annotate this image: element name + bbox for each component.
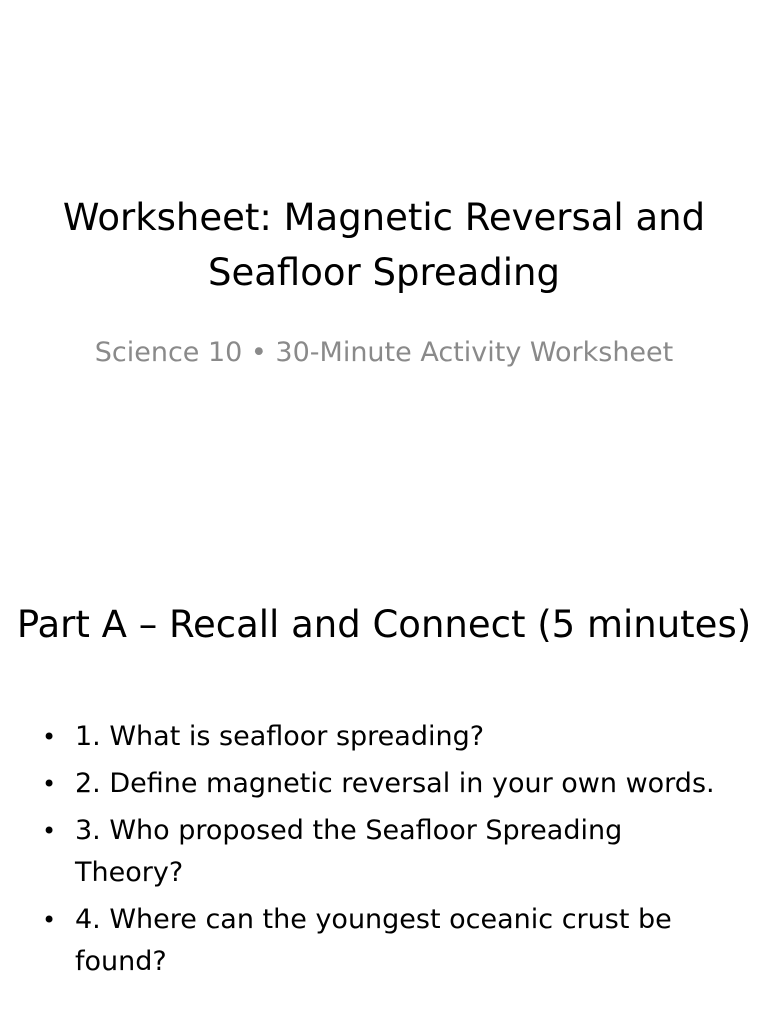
list-item <box>42 899 732 983</box>
question-text: 2. Define magnetic reversal in your own words. <box>75 768 715 799</box>
bullet-icon: • <box>42 723 57 751</box>
section-title: Part A – Recall and Connect (5 minutes) <box>16 603 752 646</box>
bullet-icon: • <box>42 906 57 934</box>
bullet-icon: • <box>42 817 57 845</box>
question-list <box>42 716 732 988</box>
question-text: 1. What is seafloor spreading? <box>75 721 485 752</box>
question-text: 3. Who proposed the Seafloor Spreading Theory? <box>75 815 623 888</box>
list-item <box>42 763 732 805</box>
list-item <box>42 810 732 894</box>
question-text: 4. Where can the youngest oceanic crust be found? <box>75 904 672 977</box>
list-item <box>42 716 732 758</box>
worksheet-title: Worksheet: Magnetic Reversal and Seafloor Spreading <box>62 196 706 294</box>
bullet-icon: • <box>42 770 57 798</box>
worksheet-subtitle: Science 10 • 30-Minute Activity Worksheet <box>94 337 674 368</box>
